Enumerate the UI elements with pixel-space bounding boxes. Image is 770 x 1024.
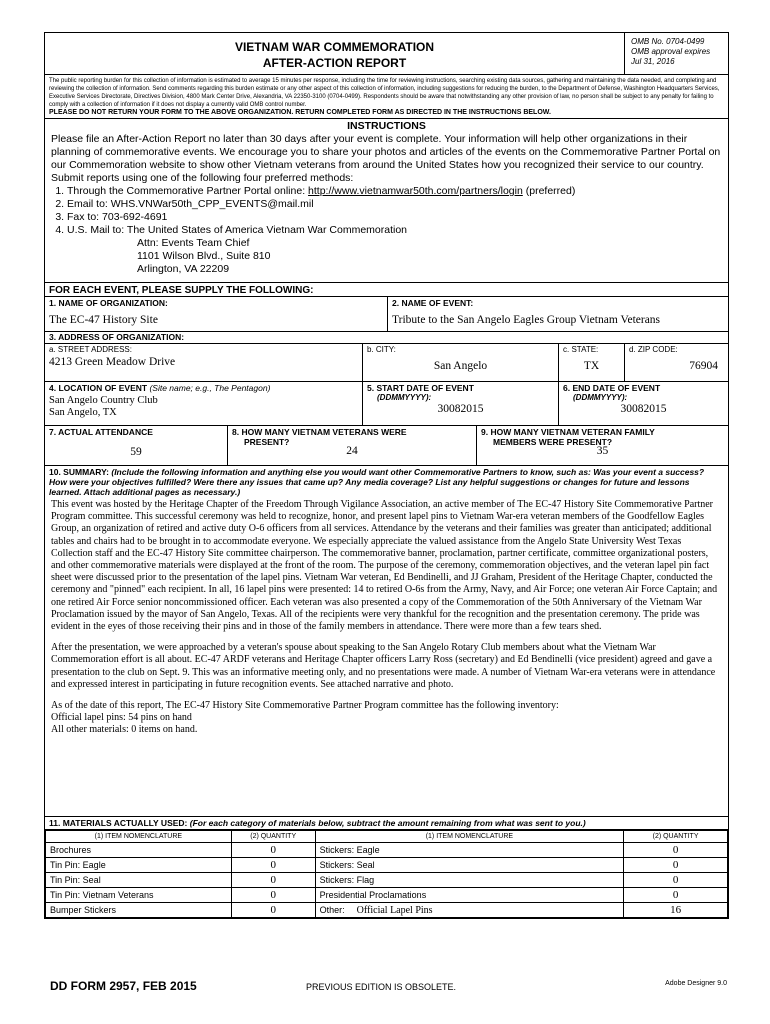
end-date-cell xyxy=(559,382,728,425)
materials-table xyxy=(45,830,728,918)
veterans-label-line1: 8. HOW MANY VIETNAM VETERANS WERE xyxy=(232,427,407,437)
form-header xyxy=(45,33,728,75)
address-heading-row xyxy=(45,332,728,344)
method-portal-suffix: (preferred) xyxy=(525,185,576,197)
materials-label: 11. MATERIALS ACTUALLY USED: xyxy=(49,818,188,828)
materials-row xyxy=(46,873,728,888)
col-item-left: (1) ITEM NOMENCLATURE xyxy=(46,831,232,843)
material-qty-right[interactable]: 0 xyxy=(624,873,728,888)
portal-link[interactable]: http://www.vietnamwar50th.com/partners/login xyxy=(308,185,523,197)
omb-expires-date: Jul 31, 2016 xyxy=(631,57,675,66)
instructions-text: Please file an After-Action Report no later than 30 days after your event is complete. Your information will help other organizations in their planning of commemorative events. We encourage you to share your photos and articles of the events on the Commemorative Partner Portal on our Commemoration website to show other Vietnam veterans from around the United States how you recognized their service to our country. Submit reports using one of the following four preferred methods: xyxy=(51,133,721,184)
address-row xyxy=(45,344,728,382)
end-date-hint: (DDMMYYYY): xyxy=(573,393,628,402)
form-title-line2: AFTER-ACTION REPORT xyxy=(262,56,407,70)
state-label: c. STATE: xyxy=(563,345,599,354)
location-field[interactable] xyxy=(49,395,358,419)
return-warning: PLEASE DO NOT RETURN YOUR FORM TO THE ABOVE ORGANIZATION. RETURN COMPLETED FORM AS DIRECTED IN THE INSTRUCTIONS BELOW. xyxy=(49,109,551,116)
location-line1: San Angelo Country Club xyxy=(49,395,158,406)
method-email: 2. Email to: WHS.VNWar50th_CPP_EVENTS@mail.mil xyxy=(67,198,724,211)
summary-inventory-pins: Official lapel pins: 54 pins on hand xyxy=(51,712,192,724)
mail-address-line1: Attn: Events Team Chief xyxy=(137,237,250,249)
material-item-left: Tin Pin: Eagle xyxy=(46,858,232,873)
material-other-field[interactable]: Official Lapel Pins xyxy=(356,904,433,916)
address-label: 3. ADDRESS OF ORGANIZATION: xyxy=(49,332,185,342)
form-id: DD FORM 2957, FEB 2015 xyxy=(50,979,197,993)
material-other-label: Other: xyxy=(319,904,345,915)
start-date-hint: (DDMMYYYY): xyxy=(377,393,432,402)
city-cell xyxy=(363,344,559,381)
burden-statement xyxy=(45,75,728,119)
summary-inventory-other: All other materials: 0 items on hand. xyxy=(51,724,198,736)
street-cell xyxy=(45,344,363,381)
location-hint: (Site name; e.g., The Pentagon) xyxy=(149,383,271,393)
zip-field[interactable]: 76904 xyxy=(689,360,718,372)
materials-row xyxy=(46,888,728,903)
material-item-right: Stickers: Flag xyxy=(315,873,623,888)
materials-hint: (For each category of materials below, subtract the amount remaining from what was sent to you.) xyxy=(189,818,586,828)
family-cell xyxy=(477,426,728,465)
material-item-left: Brochures xyxy=(46,843,232,858)
method-mail: 4. U.S. Mail to: The United States of America Vietnam War Commemoration xyxy=(67,224,724,237)
method-fax: 3. Fax to: 703-692-4691 xyxy=(67,211,724,224)
event-name-cell xyxy=(388,297,728,332)
street-field[interactable]: 4213 Green Meadow Drive xyxy=(49,356,176,368)
attendance-row xyxy=(45,426,728,466)
location-line2: San Angelo, TX xyxy=(49,407,117,418)
omb-expires-label: OMB approval expires xyxy=(631,47,711,56)
zip-label: d. ZIP CODE: xyxy=(629,345,678,354)
form-footer xyxy=(44,980,729,1000)
veterans-field[interactable]: 24 xyxy=(346,445,358,457)
mail-address-line2: 1101 Wilson Blvd., Suite 810 xyxy=(137,250,271,262)
attendance-field[interactable]: 59 xyxy=(130,446,142,458)
org-name-field[interactable]: The EC-47 History Site xyxy=(49,314,158,326)
materials-heading xyxy=(45,817,728,830)
form-title-line1: VIETNAM WAR COMMEMORATION xyxy=(234,40,435,54)
omb-block xyxy=(624,33,728,74)
material-qty-right[interactable]: 0 xyxy=(624,843,728,858)
org-event-row xyxy=(45,296,728,332)
material-item-right: Stickers: Seal xyxy=(315,858,623,873)
method-portal-label: Through the Commemorative Partner Portal online: xyxy=(67,185,306,197)
location-label: 4. LOCATION OF EVENT xyxy=(49,383,148,393)
material-item-right: Presidential Proclamations xyxy=(315,888,623,903)
attendance-label: 7. ACTUAL ATTENDANCE xyxy=(49,427,153,437)
material-qty-left[interactable]: 0 xyxy=(231,888,315,903)
omb-number: OMB No. 0704-0499 xyxy=(631,37,705,46)
col-qty-left: (2) QUANTITY xyxy=(231,831,315,843)
mail-address-line3: Arlington, VA 22209 xyxy=(137,263,230,275)
veterans-label-line2: PRESENT? xyxy=(244,437,290,447)
material-item-left: Tin Pin: Vietnam Veterans xyxy=(46,888,232,903)
city-field[interactable]: San Angelo xyxy=(433,360,488,372)
after-action-report-form xyxy=(44,32,729,919)
material-item-left: Tin Pin: Seal xyxy=(46,873,232,888)
material-qty-right[interactable]: 0 xyxy=(624,888,728,903)
material-qty-left[interactable]: 0 xyxy=(231,903,315,918)
veterans-cell xyxy=(228,426,477,465)
start-date-label: 5. START DATE OF EVENT xyxy=(367,383,474,393)
zip-cell xyxy=(625,344,728,381)
event-name-label: 2. NAME OF EVENT: xyxy=(392,298,474,308)
street-label: a. STREET ADDRESS: xyxy=(49,345,132,354)
family-field[interactable]: 35 xyxy=(596,445,609,457)
summary-hint: (Include the following information and anything else you would want other Commemorative Partners to know, such as: Was your event a success? How were your objectives fulfilled? Were there any issues that came up? Any media coverage? List any helpful suggestions or changes for future and lessons learned. Attach additional pages as necessary.) xyxy=(49,467,705,497)
materials-header-row xyxy=(46,831,728,843)
material-qty-left[interactable]: 0 xyxy=(231,873,315,888)
start-date-cell xyxy=(363,382,559,425)
location-dates-row xyxy=(45,382,728,426)
summary-paragraph-2: After the presentation, we were approached by a veteran's spouse about speaking to the San Angelo Rotary Club members about what the Vietnam War Commemoration effort is all about. EC-47 ARDF veterans and Heritage Chapter officers Larry Ross (secretary) and Ed Bendinelli (vice president) agreed and gave a presentation to the club on Sept. 9. This was an informative meeting only, and no presentations were made. A number of Vietnam War-era veterans were in attendance and expressed interest in participating in future recognition events. See attached narrative and photo. xyxy=(51,642,716,690)
material-item-left: Bumper Stickers xyxy=(46,903,232,918)
summary-field[interactable] xyxy=(45,499,728,737)
material-qty-left[interactable]: 0 xyxy=(231,858,315,873)
end-date-label: 6. END DATE OF EVENT xyxy=(563,383,661,393)
summary-section xyxy=(45,466,728,817)
materials-row xyxy=(46,843,728,858)
org-name-cell xyxy=(45,297,388,332)
obsolete-notice: PREVIOUS EDITION IS OBSOLETE. xyxy=(306,982,457,992)
summary-paragraph-1: This event was hosted by the Heritage Chapter of the Freedom Through Vigilance Association, an active member of The EC-47 History Site Commemorative Partner Program committee. This successful ceremony was held to recognize, honor, and present lapel pins to Vietnam War-era veteran members of the Goodfellow Eagles Group, an organization of retired and active duty O-6 officers from all services. Attendance by the veterans and their families was greater than anticipated; additional tables and chairs had to be brought in to accommodate everyone. We especially appreciate the valued assistance from the Angelo State University West Texas Collection staff and the EC-47 History Site committee chairperson. The commemorative banner, proclamation, partner certificate, committee organizational posters, and other commemorative materials were displayed at the front of the room. The purpose of the ceremony, commemoration objectives, and the veteran lapel pin fact sheet were discussed prior to the presentation of the lapel pins. Vietnam War veteran, Ed Bendinelli, and JJ Graham, President of the Heritage Chapter, conducted the ceremony and "pinned" each recipient. In all, 16 lapel pins were presented: 14 to retired O-6s from the Army, Navy, and Air Force; one veteran Air Force Captain; and one retired Air Force senior noncommissioned officer. Each veteran was also presented a copy of the Commemoration of the 50th Anniversary of the Vietnam War Proclamation issued by the mayor of San Angelo, Texas. All of the recipients were very thankful for the recognition and the presentation ceremony. The pride was evident in the eyes of those receiving their pins and in those of the family members in attendance. There were more than a few tears shed. xyxy=(51,499,718,633)
summary-label: 10. SUMMARY: xyxy=(49,467,109,477)
instructions-heading: INSTRUCTIONS xyxy=(347,120,426,132)
burden-text: The public reporting burden for this collection of information is estimated to average 15 minutes per response, including the time for reviewing instructions, searching existing data sources, gathering and maintaining the data needed, and completing and reviewing the collection of information. Send comments regarding this burden estimate or any other aspect of this collection of information, including suggestions for reducing the burden, to the Department of Defense, Washington Headquarters Services, Executive Services Directorate, Directives Division, 4800 Mark Center Drive, Alexandria, VA 22350-3100 (0704-0499). Respondents should be aware that notwithstanding any other provision of law, no person shall be subject to any penalty for failing to comply with a collection of information if it does not display a currently valid OMB control number. xyxy=(49,78,720,108)
col-item-right: (1) ITEM NOMENCLATURE xyxy=(315,831,623,843)
start-date-field[interactable]: 30082015 xyxy=(437,403,484,415)
family-label-line1: 9. HOW MANY VIETNAM VETERAN FAMILY xyxy=(481,427,655,437)
attendance-cell xyxy=(45,426,228,465)
summary-paragraph-3: As of the date of this report, The EC-47 History Site Commemorative Partner Program committee has the following inventory: xyxy=(51,700,559,712)
summary-heading xyxy=(45,466,728,499)
city-label: b. CITY: xyxy=(367,345,396,354)
family-label-line2: MEMBERS WERE PRESENT? xyxy=(493,437,613,447)
material-qty-left[interactable]: 0 xyxy=(231,843,315,858)
form-title xyxy=(45,33,624,74)
software-version: Adobe Designer 9.0 xyxy=(665,980,727,987)
material-item-right xyxy=(315,903,623,918)
col-qty-right: (2) QUANTITY xyxy=(624,831,728,843)
method-portal xyxy=(67,185,724,198)
material-item-right: Stickers: Eagle xyxy=(315,843,623,858)
instructions-body xyxy=(45,132,728,282)
materials-row xyxy=(46,903,728,918)
location-cell xyxy=(45,382,363,425)
each-event-heading: FOR EACH EVENT, PLEASE SUPPLY THE FOLLOWING: xyxy=(45,282,728,296)
state-field[interactable]: TX xyxy=(583,360,600,372)
material-qty-right[interactable]: 0 xyxy=(624,858,728,873)
event-name-field[interactable]: Tribute to the San Angelo Eagles Group Vietnam Veterans xyxy=(392,314,661,326)
end-date-field[interactable]: 30082015 xyxy=(620,403,667,415)
material-qty-right[interactable]: 16 xyxy=(624,903,728,918)
state-cell xyxy=(559,344,625,381)
org-name-label: 1. NAME OF ORGANIZATION: xyxy=(49,298,168,308)
materials-row xyxy=(46,858,728,873)
instructions-section xyxy=(45,119,728,282)
